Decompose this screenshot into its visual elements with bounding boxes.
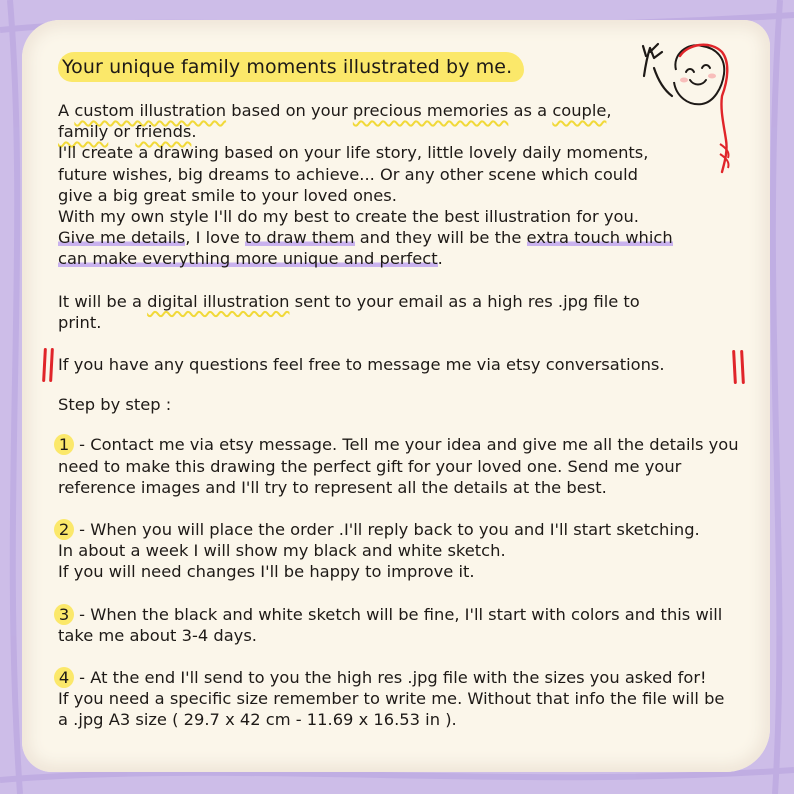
step-2: 2 - When you will place the order .I'll reply back to you and I'll start sketching. In about a week I will show my black and white sketch. If you will need changes I'll be happy to improve it. — [58, 519, 748, 583]
step-number-badge: 4 — [54, 667, 74, 688]
step-1: 1 - Contact me via etsy message. Tell me your idea and give me all the details you need to make this drawing the perfect gift for your loved one. Send me your reference images and I'll try to represent all the details at the best. — [58, 434, 748, 498]
step-number-badge: 2 — [54, 519, 74, 540]
step-by-step-title: Step by step : — [58, 395, 172, 415]
highlight-draw-them: to draw them — [244, 228, 355, 248]
questions-line: If you have any questions feel free to message me via etsy conversations. — [58, 355, 665, 375]
main-content — [58, 52, 748, 731]
highlight-couple: couple — [552, 101, 607, 120]
step-number-badge: 3 — [54, 604, 74, 625]
highlight-unique-perfect: can make everything more unique and perfect — [58, 249, 438, 269]
step-3: 3 - When the black and white sketch will be fine, I'll start with colors and this will take me about 3-4 days. — [58, 604, 748, 646]
highlight-extra-touch: extra touch which — [526, 228, 673, 248]
highlight-family: family — [58, 122, 109, 142]
highlight-give-details: Give me details — [58, 228, 186, 248]
step-number-badge: 1 — [54, 434, 74, 455]
page-title: Your unique family moments illustrated by me. — [58, 52, 524, 82]
step-4: 4 - At the end I'll send to you the high res .jpg file with the sizes you asked for! If you need a specific size remember to write me. Without that info the file will be a .jpg A3 size ( 29.7 x 42 cm - 11.69 x 16.53 in ). — [58, 667, 748, 731]
highlight-digital-illustration: digital illustration — [147, 291, 290, 311]
highlight-custom-illustration: custom illustration — [74, 101, 227, 120]
highlight-precious-memories: precious memories — [352, 101, 509, 120]
digital-paragraph: It will be a digital illustration sent to your email as a high res .jpg file to print. — [58, 291, 640, 332]
highlight-friends: friends — [135, 122, 192, 142]
intro-paragraph: A custom illustration based on your precious memories as a couple, family or friends. I'll create a drawing based on your life story, little lovely daily moments, future wishes, big dreams to achieve... Or any other scene which could give a big great smile to your loved ones. With my own style I'll do my best to create the best illustration for you. Give me details, I love to draw them and they will be the extra touch which can make everything more unique and perfect. — [58, 101, 673, 269]
